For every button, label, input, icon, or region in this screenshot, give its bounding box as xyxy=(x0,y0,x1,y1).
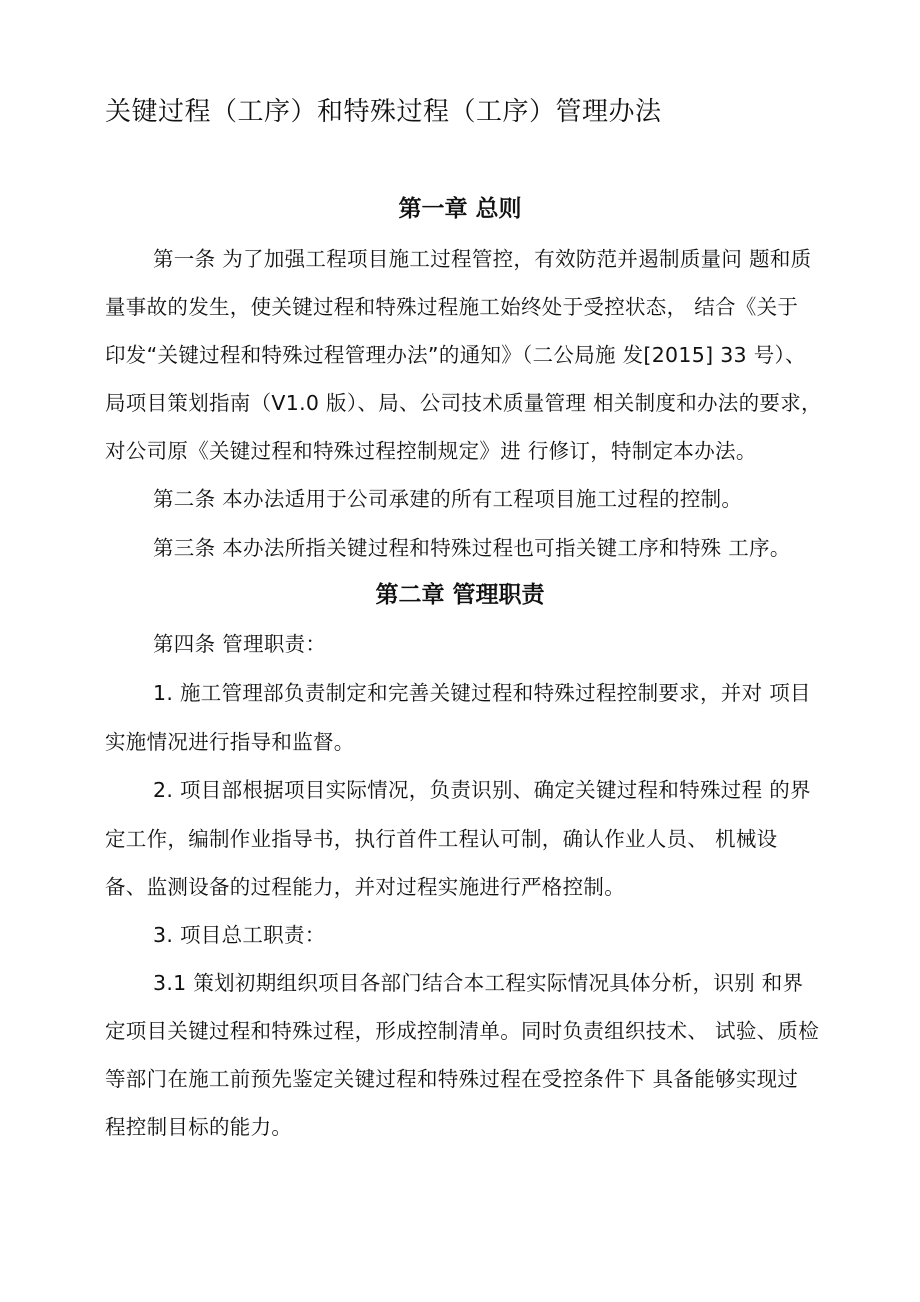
item-1-line-1: 1. 施工管理部负责制定和完善关键过程和特殊过程控制要求，并对 项目 xyxy=(153,681,811,705)
item-3-1-line-2: 定项目关键过程和特殊过程，形成控制清单。同时负责组织技术、 试验、质检 xyxy=(105,1019,820,1043)
item-3-1-line-1: 3.1 策划初期组织项目各部门结合本工程实际情况具体分析，识别 和界 xyxy=(153,971,804,995)
chapter-2-heading: 第二章 管理职责 xyxy=(375,582,545,608)
item-3-1-line-3: 等部门在施工前预先鉴定关键过程和特殊过程在受控条件下 具备能够实现过 xyxy=(105,1067,799,1091)
item-2-line-2: 定工作，编制作业指导书，执行首件工程认可制，确认作业人员、 机械设 xyxy=(105,827,778,851)
article-1-line-1: 第一条 为了加强工程项目施工过程管控，有效防范并遏制质量问 题和质 xyxy=(153,247,812,271)
document-title: 关键过程（工序）和特殊过程（工序）管理办法 xyxy=(105,97,662,127)
article-1-line-4: 局项目策划指南（V1.0 版）、局、公司技术质量管理 相关制度和办法的要求， xyxy=(105,391,822,415)
article-3: 第三条 本办法所指关键过程和特殊过程也可指关键工序和特殊 工序。 xyxy=(153,536,791,560)
article-1-line-5: 对公司原《关键过程和特殊过程控制规定》进 行修订，特制定本办法。 xyxy=(105,439,757,463)
article-4: 第四条 管理职责： xyxy=(153,632,327,656)
article-1-line-3: 印发“关键过程和特殊过程管理办法”的通知》（二公局施 发[2015] 33 号）、 xyxy=(105,343,806,367)
article-1-line-2: 量事故的发生，使关键过程和特殊过程施工始终处于受控状态， 结合《关于 xyxy=(105,295,799,319)
item-1-line-2: 实施情况进行指导和监督。 xyxy=(105,730,355,754)
item-3: 3. 项目总工职责： xyxy=(153,923,326,947)
chapter-1-heading: 第一章 总则 xyxy=(398,196,522,222)
item-3-1-line-4: 程控制目标的能力。 xyxy=(105,1115,293,1139)
item-2-line-3: 备、监测设备的过程能力，并对过程实施进行严格控制。 xyxy=(105,875,625,899)
article-2: 第二条 本办法适用于公司承建的所有工程项目施工过程的控制。 xyxy=(153,487,743,511)
item-2-line-1: 2. 项目部根据项目实际情况，负责识别、确定关键过程和特殊过程 的界 xyxy=(153,778,811,802)
